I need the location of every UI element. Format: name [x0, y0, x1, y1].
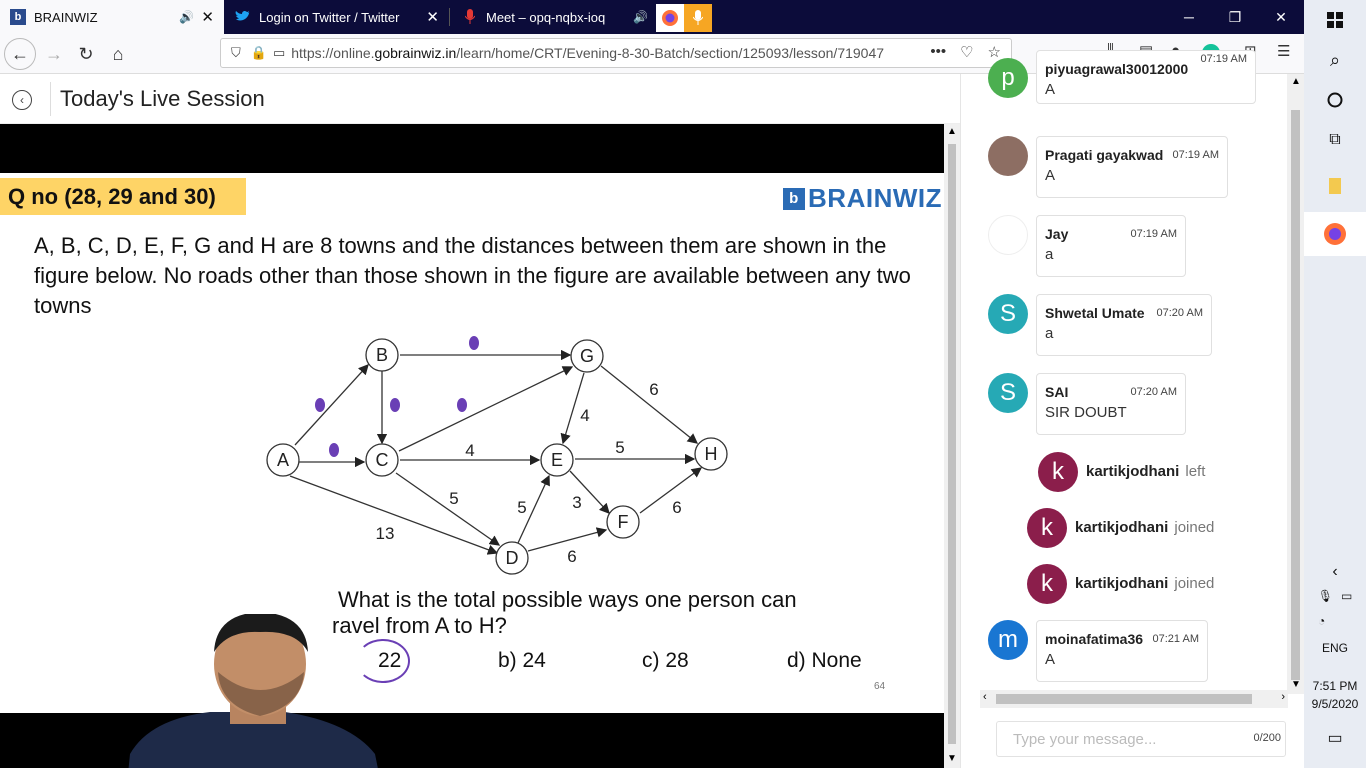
node-label: C	[375, 450, 389, 470]
page-header	[0, 74, 960, 124]
avatar	[988, 215, 1028, 255]
node-label: H	[704, 444, 718, 464]
option-b: b) 24	[498, 649, 546, 672]
edge-label: 4	[580, 406, 590, 425]
menu-icon[interactable]: ☰	[1277, 43, 1291, 60]
speaker-icon[interactable]: 🔊	[179, 10, 194, 24]
chat-horizontal-scrollbar[interactable]	[980, 690, 1288, 708]
live-video[interactable]	[0, 124, 944, 768]
avatar	[988, 136, 1028, 176]
chat-message-input[interactable]	[996, 721, 1286, 757]
clock-date[interactable]: 9/5/2020	[1311, 697, 1359, 711]
windows-taskbar	[1304, 0, 1366, 768]
edge-label: 6	[567, 547, 577, 566]
close-tab-icon[interactable]: ✕	[426, 9, 439, 26]
home-button[interactable]: ⌂	[112, 43, 124, 64]
chat-panel	[960, 53, 1304, 768]
microphone-icon[interactable]: 🎙	[1317, 589, 1333, 603]
sender-name: Jay	[1045, 226, 1069, 242]
edge-label: 5	[615, 438, 625, 457]
scroll-right-icon[interactable]: ›	[1281, 691, 1285, 703]
firefox-taskbar-icon[interactable]	[1304, 212, 1366, 256]
microphone-icon	[462, 9, 478, 25]
pocket-icon[interactable]: ♡	[960, 44, 974, 61]
minimize-button[interactable]: ─	[1184, 9, 1194, 25]
scroll-thumb[interactable]	[1291, 110, 1300, 680]
tab-meet[interactable]	[452, 0, 656, 34]
node-label: G	[579, 346, 595, 366]
event-text: kartikjodhani joined	[1075, 575, 1215, 592]
firefox-sharing-icon[interactable]	[656, 4, 684, 32]
permissions-icon[interactable]: ▭	[272, 45, 286, 60]
back-button[interactable]: ←	[4, 38, 36, 70]
url-text[interactable]: https://online.gobrainwiz.in/learn/home/CRT/Evening-8-30-Batch/section/125093/lesson/719047	[291, 45, 885, 61]
edge-label: 13	[375, 524, 395, 543]
question-tag: Q no (28, 29 and 30)	[0, 178, 246, 215]
message-time: 07:19 AM	[1130, 228, 1177, 240]
edge-label: 5	[449, 489, 459, 508]
divider	[50, 82, 51, 116]
tab-strip	[0, 0, 1304, 34]
brainwiz-logo: b BRAINWIZ	[783, 183, 942, 214]
wifi-icon[interactable]: ◔	[1318, 614, 1326, 628]
twitter-icon	[235, 9, 251, 25]
message-text: a	[1045, 246, 1054, 263]
sender-name: SAI	[1045, 384, 1069, 400]
scroll-up-icon[interactable]: ▲	[1291, 76, 1301, 87]
notifications-icon[interactable]: ▭	[1327, 730, 1343, 747]
edge-label: 4	[465, 441, 475, 460]
message-time: 07:19 AM	[1172, 149, 1219, 161]
tab-separator	[449, 8, 450, 26]
node-label: B	[375, 345, 389, 365]
event-text: kartikjodhani left	[1086, 463, 1206, 480]
scroll-up-icon[interactable]: ▲	[947, 126, 957, 137]
video-scrollbar[interactable]	[944, 124, 960, 768]
sender-name: moinafatima36	[1045, 631, 1144, 647]
avatar: k	[1027, 508, 1067, 548]
file-explorer-icon[interactable]	[1304, 166, 1366, 206]
reload-button[interactable]: ↻	[78, 43, 94, 64]
sender-name: Pragati gayakwad	[1045, 147, 1164, 163]
scroll-down-icon[interactable]: ▼	[947, 753, 957, 764]
brainwiz-icon: b	[10, 9, 26, 25]
option-a: 22	[378, 649, 402, 672]
tab-label: Meet – opq-nqbx-ioq	[486, 9, 606, 25]
ink-mark	[329, 443, 339, 457]
option-d: d) None	[787, 649, 862, 672]
mic-sharing-icon[interactable]	[684, 4, 712, 32]
scroll-thumb[interactable]	[996, 694, 1252, 704]
ink-mark	[315, 398, 325, 412]
option-c: c) 28	[642, 649, 689, 672]
sub-question: What is the total possible ways one person can ravel from A to H?	[332, 587, 797, 638]
edge-label: 6	[649, 380, 659, 399]
sender-name: Shwetal Umate	[1045, 305, 1145, 321]
speaker-icon[interactable]: 🔊	[633, 10, 648, 24]
url-bar[interactable]	[220, 38, 1012, 68]
chevron-left-icon[interactable]: ‹	[1332, 563, 1338, 580]
forward-button[interactable]: →	[45, 43, 63, 64]
tab-brainwiz[interactable]	[0, 0, 224, 34]
page-number: 64	[874, 681, 886, 692]
scroll-thumb[interactable]	[948, 144, 956, 744]
close-window-button[interactable]: ✕	[1275, 8, 1287, 25]
search-icon[interactable]: ⌕	[1329, 49, 1341, 70]
back-circle-icon[interactable]: ‹	[12, 90, 32, 110]
edge-label: 6	[672, 498, 682, 517]
task-view-icon[interactable]: ⧉	[1329, 131, 1341, 148]
battery-icon[interactable]: ▭	[1340, 589, 1353, 603]
message-text: A	[1045, 651, 1056, 668]
more-actions-icon[interactable]: •••	[930, 43, 947, 60]
message-time: 07:20 AM	[1156, 307, 1203, 319]
node-label: D	[505, 548, 519, 568]
message-text: A	[1045, 81, 1056, 98]
tab-label: BRAINWIZ	[34, 9, 98, 25]
avatar: k	[1027, 564, 1067, 604]
node-label: A	[276, 450, 290, 470]
ink-mark	[457, 398, 467, 412]
avatar: k	[1038, 452, 1078, 492]
page-title: Today's Live Session	[60, 86, 265, 111]
message-text: A	[1045, 167, 1056, 184]
clock-time[interactable]: 7:51 PM	[1312, 679, 1358, 693]
bookmark-star-icon[interactable]: ☆	[987, 44, 1001, 61]
edge-g-h	[601, 366, 697, 443]
edge-a-b	[295, 365, 368, 445]
avatar: m	[988, 620, 1028, 660]
ink-mark	[390, 398, 400, 412]
sender-name: piyuagrawal30012000	[1045, 61, 1189, 77]
shield-icon[interactable]: ⛉	[231, 45, 241, 60]
message-time: 07:20 AM	[1130, 386, 1177, 398]
avatar: S	[988, 294, 1028, 334]
edge-c-g	[399, 367, 572, 451]
avatar: p	[988, 58, 1028, 98]
avatar: S	[988, 373, 1028, 413]
system-tray[interactable]	[1304, 587, 1366, 605]
close-tab-icon[interactable]: ✕	[201, 9, 214, 26]
tab-twitter[interactable]	[225, 0, 449, 34]
restore-button[interactable]: ❐	[1228, 8, 1242, 25]
ink-mark	[469, 336, 479, 350]
message-text: a	[1045, 325, 1054, 342]
lock-icon[interactable]: 🔒	[250, 45, 267, 60]
presenter-image	[110, 614, 400, 768]
cortana-icon[interactable]	[1304, 86, 1366, 114]
message-text: SIR DOUBT	[1045, 404, 1127, 421]
chat-scrollbar[interactable]	[1287, 74, 1304, 694]
message-time: 07:21 AM	[1152, 633, 1199, 645]
question-text: A, B, C, D, E, F, G and H are 8 towns and the distances between them are shown in the figure below. No roads other than those shown in the figure are available between any two towns	[34, 233, 911, 318]
language-indicator[interactable]: ENG	[1321, 641, 1348, 655]
char-counter: 0/200	[1253, 732, 1281, 744]
message-time: 07:19 AM	[1200, 53, 1247, 65]
edge-label: 5	[517, 498, 527, 517]
node-label: E	[550, 450, 564, 470]
node-label: F	[617, 512, 629, 532]
tab-label: Login on Twitter / Twitter	[259, 9, 400, 25]
edge-label: 3	[572, 493, 582, 512]
scroll-left-icon[interactable]: ‹	[983, 691, 987, 703]
event-text: kartikjodhani joined	[1075, 519, 1215, 536]
edge-f-h	[640, 468, 701, 513]
windows-start-icon[interactable]	[1304, 6, 1366, 34]
scroll-down-icon[interactable]: ▼	[1291, 679, 1301, 690]
input-placeholder: Type your message...	[1013, 731, 1157, 748]
